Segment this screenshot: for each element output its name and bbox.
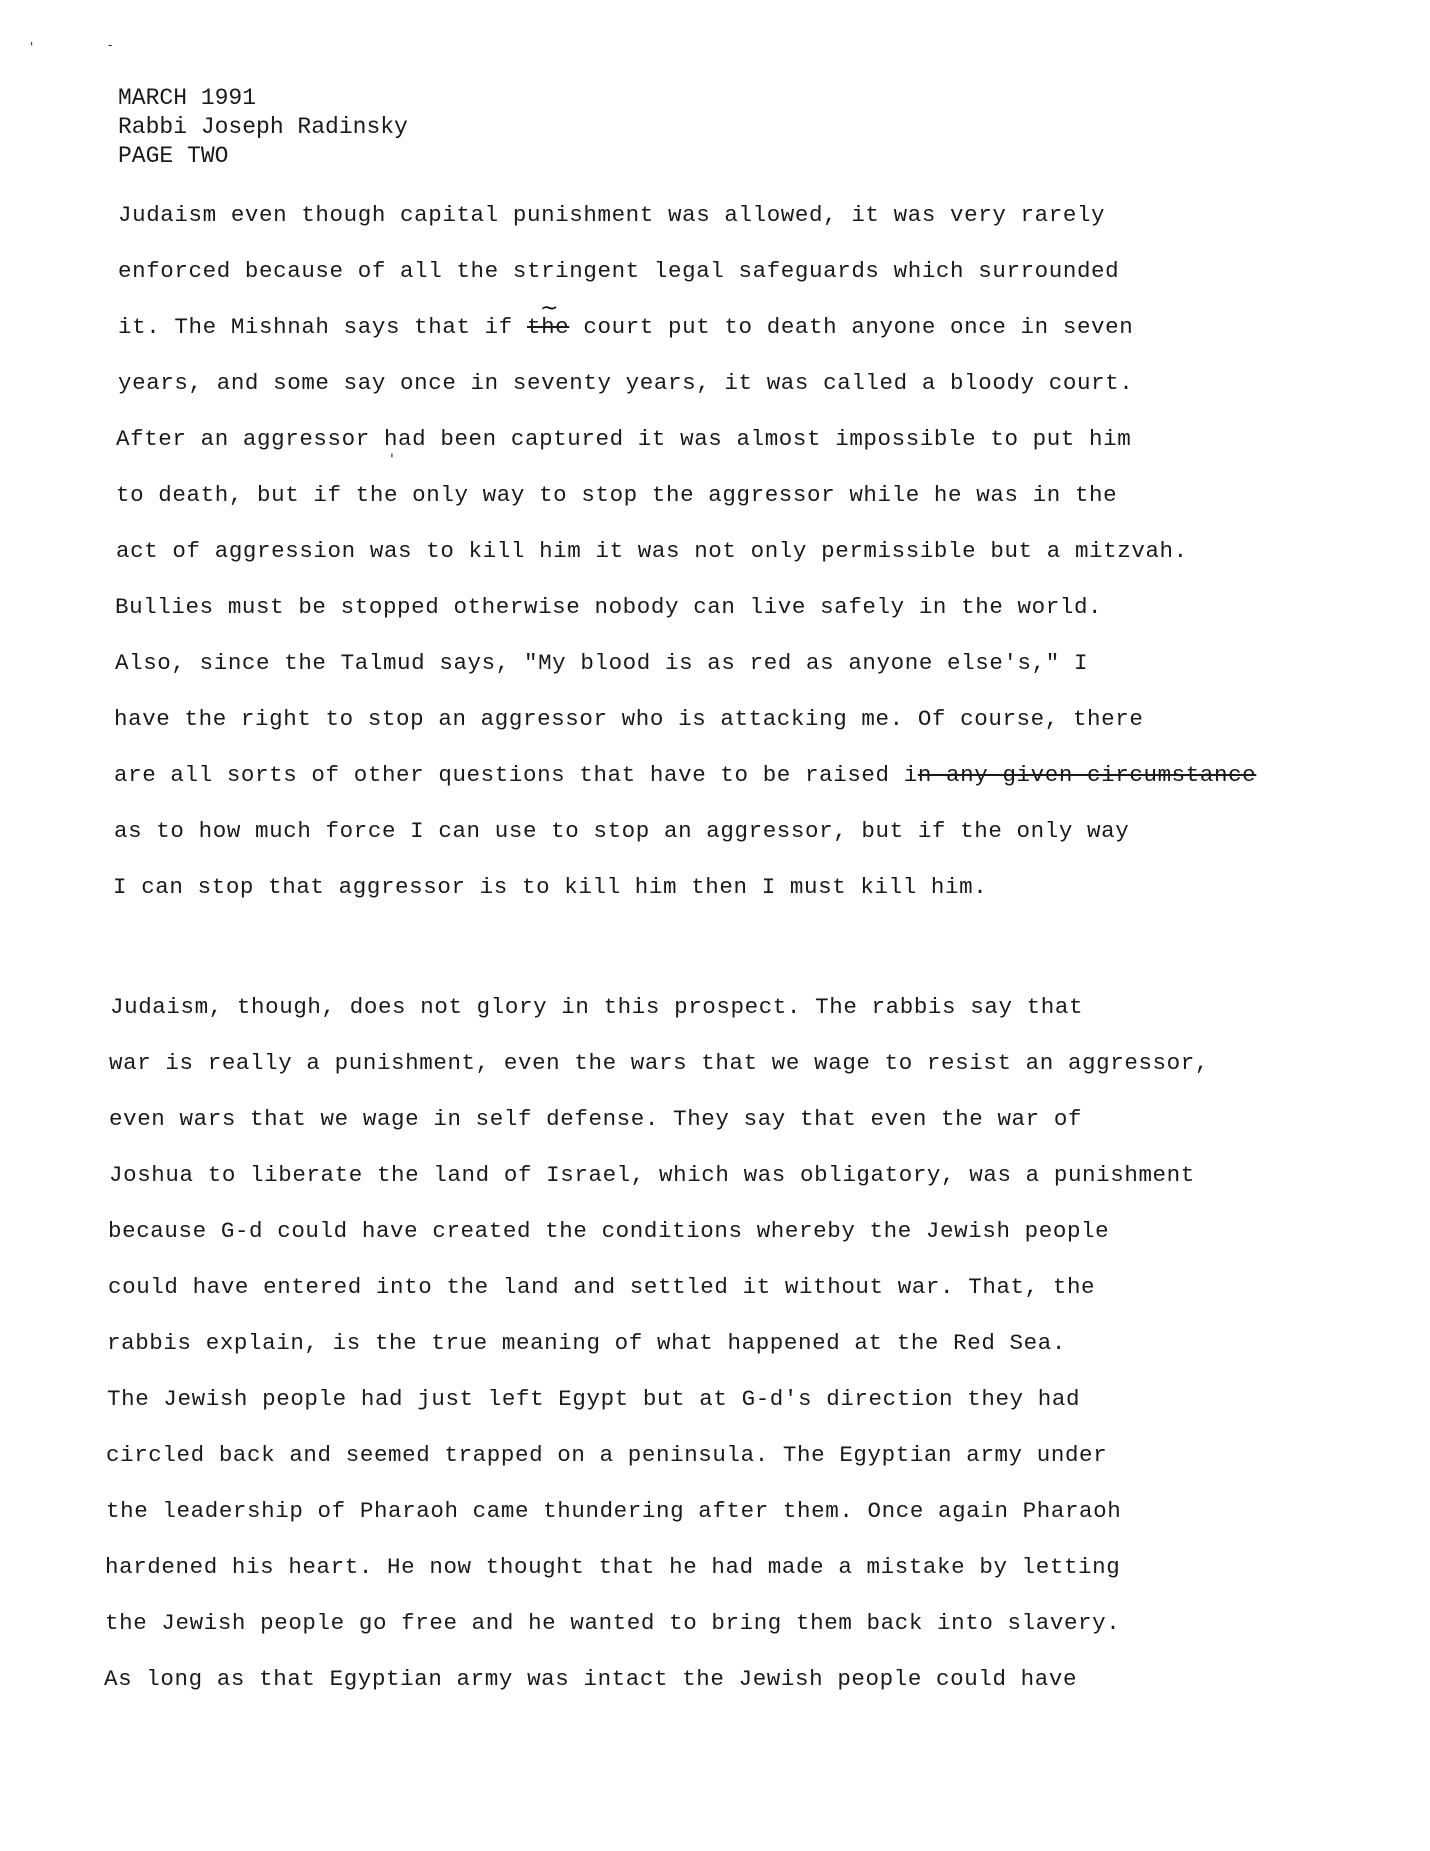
text-line: even wars that we wage in self defense. They say that even the war of <box>109 1106 1083 1132</box>
text-line: Judaism, though, does not glory in this prospect. The rabbis say that <box>110 994 1084 1020</box>
text-line: hardened his heart. He now thought that he had made a mistake by letting <box>105 1554 1121 1580</box>
struck-text: the <box>526 314 570 340</box>
stray-mark: - <box>108 38 113 52</box>
text-line: Bullies must be stopped otherwise nobody can live safely in the world. <box>115 594 1103 620</box>
text-line: enforced because of all the stringent legal safeguards which surrounded <box>118 258 1120 284</box>
stray-mark: ' <box>390 452 394 468</box>
text-line: the leadership of Pharaoh came thundering after them. Once again Pharaoh <box>106 1498 1122 1524</box>
text-line: war is really a punishment, even the wars that we wage to resist an aggressor, <box>109 1050 1209 1076</box>
header-date: MARCH 1991 <box>118 85 257 111</box>
text-segment: court put to death anyone once in seven <box>569 314 1134 340</box>
text-segment: it. The Mishnah says that if <box>118 314 527 340</box>
text-line: act of aggression was to kill him it was not only permissible but a mitzvah. <box>116 538 1188 564</box>
handwritten-insertion: ~ <box>540 296 559 321</box>
text-line: After an aggressor had been captured it was almost impossible to put him <box>116 426 1132 452</box>
text-line: have the right to stop an aggressor who is attacking me. Of course, there <box>114 706 1144 732</box>
stray-mark: ' <box>30 40 34 54</box>
text-line: rabbis explain, is the true meaning of what happened at the Red Sea. <box>107 1330 1066 1356</box>
text-line: the Jewish people go free and he wanted to bring them back into slavery. <box>105 1610 1121 1636</box>
text-line: years, and some say once in seventy years, it was called a bloody court. <box>118 370 1134 396</box>
text-line <box>118 314 1133 340</box>
text-line: could have entered into the land and settled it without war. That, the <box>108 1274 1096 1300</box>
text-line: As long as that Egyptian army was intact the Jewish people could have <box>104 1666 1078 1692</box>
header-author: Rabbi Joseph Radinsky <box>118 114 408 140</box>
struck-text: n any given circumstance <box>917 762 1257 788</box>
text-line: because G-d could have created the conditions whereby the Jewish people <box>108 1218 1110 1244</box>
text-line: as to how much force I can use to stop an aggressor, but if the only way <box>114 818 1130 844</box>
text-segment: are all sorts of other questions that have to be raised i <box>114 762 918 788</box>
text-line: to death, but if the only way to stop the aggressor while he was in the <box>116 482 1118 508</box>
text-line: Joshua to liberate the land of Israel, which was obligatory, was a punishment <box>109 1162 1195 1188</box>
text-line: I can stop that aggressor is to kill him then I must kill him. <box>113 874 988 900</box>
document-header <box>118 84 408 171</box>
text-line <box>114 762 1256 788</box>
text-line: Judaism even though capital punishment was allowed, it was very rarely <box>118 202 1106 228</box>
text-line: Also, since the Talmud says, "My blood is as red as anyone else's," I <box>115 650 1089 676</box>
text-line: The Jewish people had just left Egypt but at G-d's direction they had <box>107 1386 1081 1412</box>
header-page: PAGE TWO <box>118 143 229 169</box>
text-line: circled back and seemed trapped on a peninsula. The Egyptian army under <box>106 1442 1108 1468</box>
